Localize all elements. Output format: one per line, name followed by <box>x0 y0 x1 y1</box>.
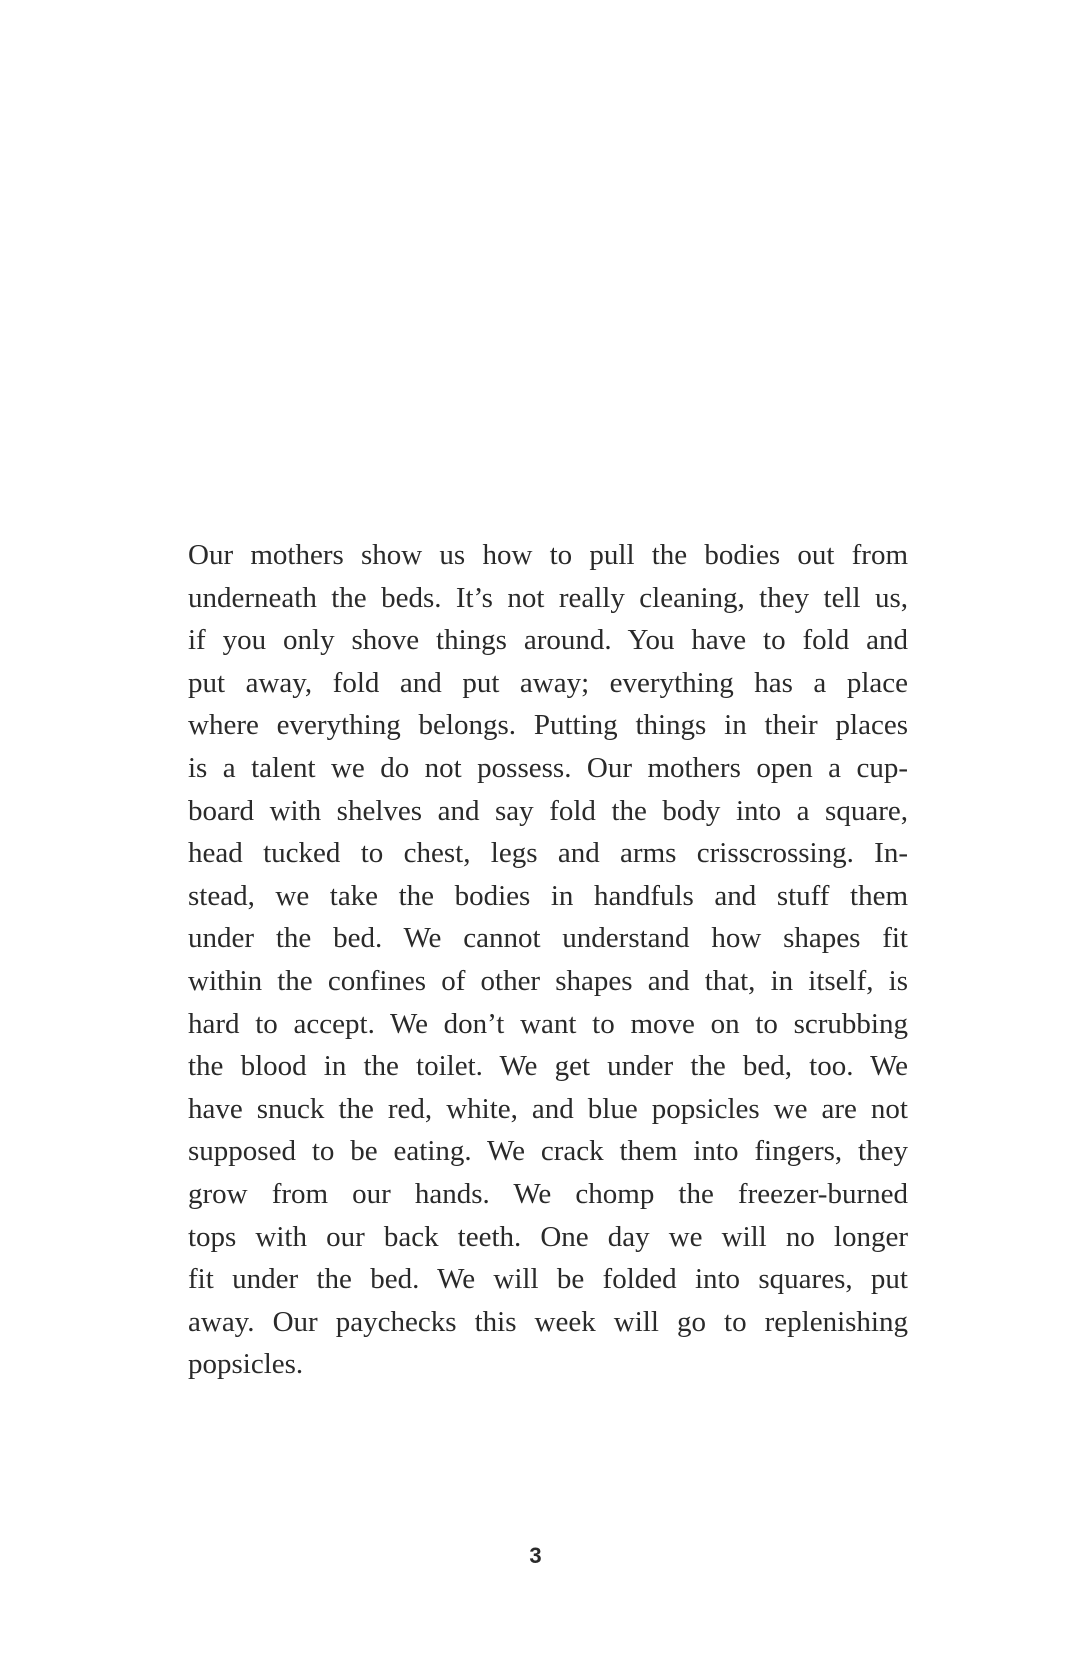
paragraph-line: hard to accept. We don’t want to move on to scrubbing <box>188 1007 908 1040</box>
paragraph-line: board with shelves and say fold the body into a square, <box>188 794 908 827</box>
paragraph-line: is a talent we do not possess. Our mothers open a cup- <box>188 751 908 784</box>
page-number: 3 <box>529 1543 542 1568</box>
paragraph-line: underneath the beds. It’s not really cleaning, they tell us, <box>188 581 908 614</box>
paragraph-line: grow from our hands. We chomp the freezer-burned <box>188 1177 908 1210</box>
paragraph-line: fit under the bed. We will be folded into squares, put <box>188 1263 908 1296</box>
paragraph-line: away. Our paychecks this week will go to replenishing <box>188 1305 908 1338</box>
paragraph-line: where everything belongs. Putting things in their places <box>188 709 908 742</box>
paragraph-line: supposed to be eating. We crack them into fingers, they <box>188 1135 908 1168</box>
paragraph-line: have snuck the red, white, and blue popsicles we are not <box>188 1092 908 1125</box>
paragraph-line: the blood in the toilet. We get under the bed, too. We <box>188 1050 908 1083</box>
paragraph-line: Our mothers show us how to pull the bodies out from <box>188 539 908 571</box>
paragraph-line: head tucked to chest, legs and arms crisscrossing. In- <box>188 837 908 870</box>
paragraph-line: within the confines of other shapes and that, in itself, is <box>188 964 908 997</box>
paragraph-line: put away, fold and put away; everything has a place <box>188 666 908 699</box>
body-paragraph <box>188 534 908 1386</box>
paragraph-line: if you only shove things around. You have to fold and <box>188 624 908 657</box>
paragraph-line: tops with our back teeth. One day we will no longer <box>188 1220 908 1253</box>
paragraph-line: popsicles. <box>188 1348 304 1381</box>
paragraph-line: under the bed. We cannot understand how shapes fit <box>188 922 908 955</box>
paragraph-line: stead, we take the bodies in handfuls and stuff them <box>188 879 908 912</box>
